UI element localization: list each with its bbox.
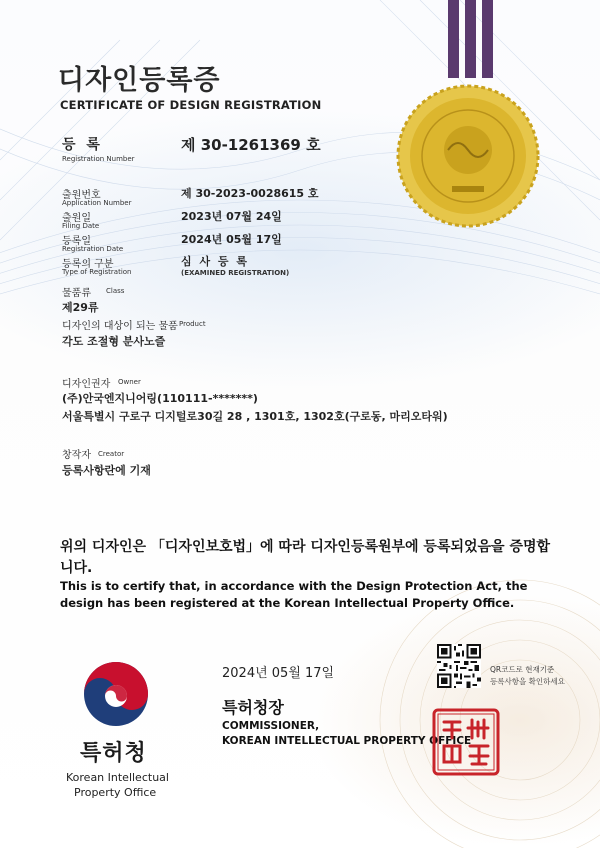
qr-note-line1: QR코드로 현재기준 <box>490 665 555 674</box>
owner-name: (주)안국엔지니어링(110111-*******) <box>62 392 258 405</box>
application-label: 출원번호 <box>62 190 101 201</box>
office-name-korean: 특허청 <box>80 741 147 766</box>
filing-label: 출원일 <box>62 213 91 224</box>
type-value-en: (EXAMINED REGISTRATION) <box>181 269 290 277</box>
class-label: 물품류 <box>62 288 91 299</box>
filing-date: 2023년 07월 24일 <box>181 210 282 223</box>
class-label-en: Class <box>106 287 125 295</box>
application-number: 제 30-2023-0028615 호 <box>181 187 319 200</box>
title-korean: 디자인등록증 <box>58 65 221 96</box>
product-label-en: Product <box>179 320 206 328</box>
type-label: 등록의 구분 <box>62 259 114 270</box>
official-stamp-icon <box>432 708 500 776</box>
registration-label: 등 록 <box>62 137 103 153</box>
registration-date: 2024년 05월 17일 <box>181 233 282 246</box>
registration-date-label-en: Registration Date <box>62 245 124 253</box>
application-label-en: Application Number <box>62 199 132 207</box>
product-label: 디자인의 대상이 되는 물품 <box>62 321 178 332</box>
kipo-logo-icon <box>82 660 150 728</box>
filing-label-en: Filing Date <box>62 222 100 230</box>
owner-label: 디자인권자 <box>62 379 111 390</box>
issuer-english-line1: COMMISSIONER, <box>222 720 320 732</box>
ribbon-stripe <box>448 0 459 78</box>
issuer-korean: 특허청장 <box>222 698 284 717</box>
gold-seal-icon <box>398 86 538 226</box>
creator-label: 창작자 <box>62 450 91 461</box>
class-value: 제29류 <box>62 301 99 314</box>
issuer-english-line2: KOREAN INTELLECTUAL PROPERTY OFFICE <box>222 735 472 747</box>
statement-korean: 위의 디자인은 「디자인보호법」에 따라 디자인등록원부에 등록되었음을 증명합니다. <box>60 539 551 576</box>
office-name-english-line1: Korean Intellectual <box>66 771 169 784</box>
ribbon-stripe <box>465 0 476 78</box>
registration-number: 제 30-1261369 호 <box>181 136 321 154</box>
owner-label-en: Owner <box>118 378 141 386</box>
office-name-english-line2: Property Office <box>74 786 157 799</box>
type-label-en: Type of Registration <box>62 268 132 276</box>
product-value: 각도 조절형 분사노즐 <box>62 335 166 348</box>
creator-value: 등록사항란에 기재 <box>62 464 151 477</box>
type-value: 심 사 등 록 <box>181 255 249 268</box>
creator-label-en: Creator <box>98 450 125 458</box>
qr-code-icon[interactable] <box>437 644 481 688</box>
statement-english: This is to certify that, in accordance with the Design Protection Act, the design has been registered at the Korean Intellectual Property Office. <box>60 579 528 610</box>
registration-label-en: Registration Number <box>62 155 135 163</box>
owner-address: 서울특별시 구로구 디지털로30길 28 , 1301호, 1302호(구로동, 마리오타워) <box>62 410 448 423</box>
ribbon-stripe <box>482 0 493 78</box>
qr-note-line2: 등록사항을 확인하세요 <box>490 677 565 686</box>
title-english: CERTIFICATE OF DESIGN REGISTRATION <box>60 98 322 112</box>
issue-date: 2024년 05월 17일 <box>222 666 335 681</box>
registration-date-label: 등록일 <box>62 236 91 247</box>
